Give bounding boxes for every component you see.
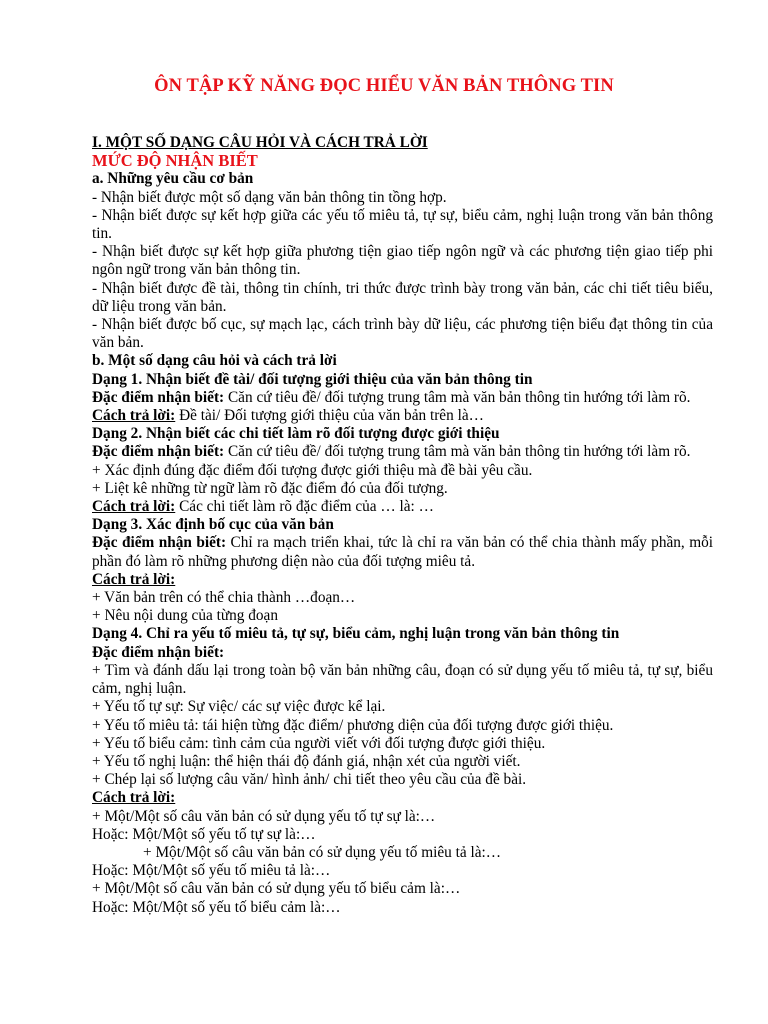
answer-line: Hoặc: Một/Một số yếu tố tự sự là:… <box>92 825 316 843</box>
list-item: - Nhận biết được sự kết hợp giữa các yếu tố miêu tả, tự sự, biểu cảm, nghị luận trong văn bản thông tin. <box>92 206 713 243</box>
feature-label: Đặc điểm nhận biết: <box>92 388 225 406</box>
answer-line: + Một/Một số câu văn bản có sử dụng yếu tố biểu cảm là:… <box>92 880 461 898</box>
document-body <box>92 134 713 917</box>
subsection-heading-a: a. Những yêu cầu cơ bản <box>92 170 254 188</box>
list-item: + Yếu tố tự sự: Sự việc/ các sự việc được kể lại. <box>92 698 386 716</box>
answer-line: Hoặc: Một/Một số yếu tố miêu tả là:… <box>92 862 331 880</box>
answer-label: Cách trả lời: <box>92 407 176 425</box>
feature-text: Căn cứ tiêu đề/ đối tượng trung tâm mà văn bản thông tin hướng tới làm rõ. <box>224 388 691 406</box>
type3-feature <box>92 534 713 570</box>
level-heading: MỨC ĐỘ NHẬN BIẾT <box>92 151 258 171</box>
answer-line: + Một/Một số câu văn bản có sử dụng yếu tố miêu tả là:… <box>143 843 502 861</box>
subsection-heading-b: b. Một số dạng câu hỏi và cách trả lời <box>92 352 337 370</box>
list-item: + Liệt kê những từ ngữ làm rõ đặc điểm đó của đối tượng. <box>92 479 448 497</box>
list-item: - Nhận biết được đề tài, thông tin chính, tri thức được trình bày trong văn bản, các chi tiết tiêu biểu, dữ liệu trong văn bản. <box>92 279 713 315</box>
list-item: + Yếu tố miêu tả: tái hiện từng đặc điểm/ phương diện của đối tượng được giới thiệu. <box>92 716 614 734</box>
type3-heading: Dạng 3. Xác định bố cục của văn bản <box>92 516 334 534</box>
list-item: + Tìm và đánh dấu lại trong toàn bộ văn bản những câu, đoạn có sử dụng yếu tố miêu tả, tự sự, biểu cảm, nghị luận. <box>92 661 713 698</box>
type4-heading: Dạng 4. Chỉ ra yếu tố miêu tả, tự sự, biểu cảm, nghị luận trong văn bản thông tin <box>92 625 620 643</box>
feature-label: Đặc điểm nhận biết: <box>92 643 225 661</box>
section-heading: I. MỘT SỐ DẠNG CÂU HỎI VÀ CÁCH TRẢ LỜI <box>92 134 428 151</box>
list-item: + Xác định đúng đặc điểm đối tượng được giới thiệu mà đề bài yêu cầu. <box>92 461 533 479</box>
list-item: - Nhận biết được một số dạng văn bản thông tin tồng hợp. <box>92 188 447 206</box>
type1-feature <box>92 389 713 407</box>
list-item: + Văn bản trên có thể chia thành …đoạn… <box>92 589 356 607</box>
answer-label: Cách trả lời: <box>92 498 176 516</box>
answer-text: Đề tài/ Đối tượng giới thiệu của văn bản trên là… <box>175 407 484 425</box>
type2-answer <box>92 498 713 516</box>
answer-line: Hoặc: Một/Một số yếu tố biểu cảm là:… <box>92 898 341 916</box>
feature-label: Đặc điểm nhận biết: <box>92 534 227 552</box>
feature-label: Đặc điểm nhận biết: <box>92 443 225 461</box>
list-item: + Yếu tố biểu cảm: tình cảm của người viết với đối tượng được giới thiệu. <box>92 734 546 752</box>
list-item: + Yếu tố nghị luận: thể hiện thái độ đánh giá, nhận xét của người viết. <box>92 752 521 770</box>
list-item: + Chép lại số lượng câu văn/ hình ảnh/ chi tiết theo yêu cầu của đề bài. <box>92 771 527 789</box>
answer-line: + Một/Một số câu văn bản có sử dụng yếu tố tự sự là:… <box>92 807 436 825</box>
feature-text: Chỉ ra mạch triển khai, tức là chỉ ra văn bản có thể chia thành mấy phần, mỗi phần đó làm rõ những phương diện nào của đối tượng miêu tả. <box>92 534 713 570</box>
type1-heading: Dạng 1. Nhận biết đề tài/ đối tượng giới thiệu của văn bản thông tin <box>92 370 533 388</box>
list-item: + Nêu nội dung của từng đoạn <box>92 607 278 625</box>
feature-text: Căn cứ tiêu đề/ đối tượng trung tâm mà văn bản thông tin hướng tới làm rõ. <box>224 443 691 461</box>
answer-text: Các chi tiết làm rõ đặc điểm của … là: … <box>175 498 434 516</box>
list-item: - Nhận biết được bố cục, sự mạch lạc, cách trình bày dữ liệu, các phương tiện biểu đạt thông tin của văn bản. <box>92 316 713 352</box>
answer-label: Cách trả lời: <box>92 789 176 807</box>
type2-heading: Dạng 2. Nhận biết các chi tiết làm rõ đối tượng được giới thiệu <box>92 425 500 443</box>
type1-answer <box>92 407 713 425</box>
list-item: - Nhận biết được sự kết hợp giữa phương tiện giao tiếp ngôn ngữ và các phương tiện giao tiếp phi ngôn ngữ trong văn bản thông tin. <box>92 243 713 279</box>
type2-feature <box>92 443 713 461</box>
answer-label: Cách trả lời: <box>92 570 176 588</box>
document-title: ÔN TẬP KỸ NĂNG ĐỌC HIỂU VĂN BẢN THÔNG TIN <box>154 76 614 96</box>
